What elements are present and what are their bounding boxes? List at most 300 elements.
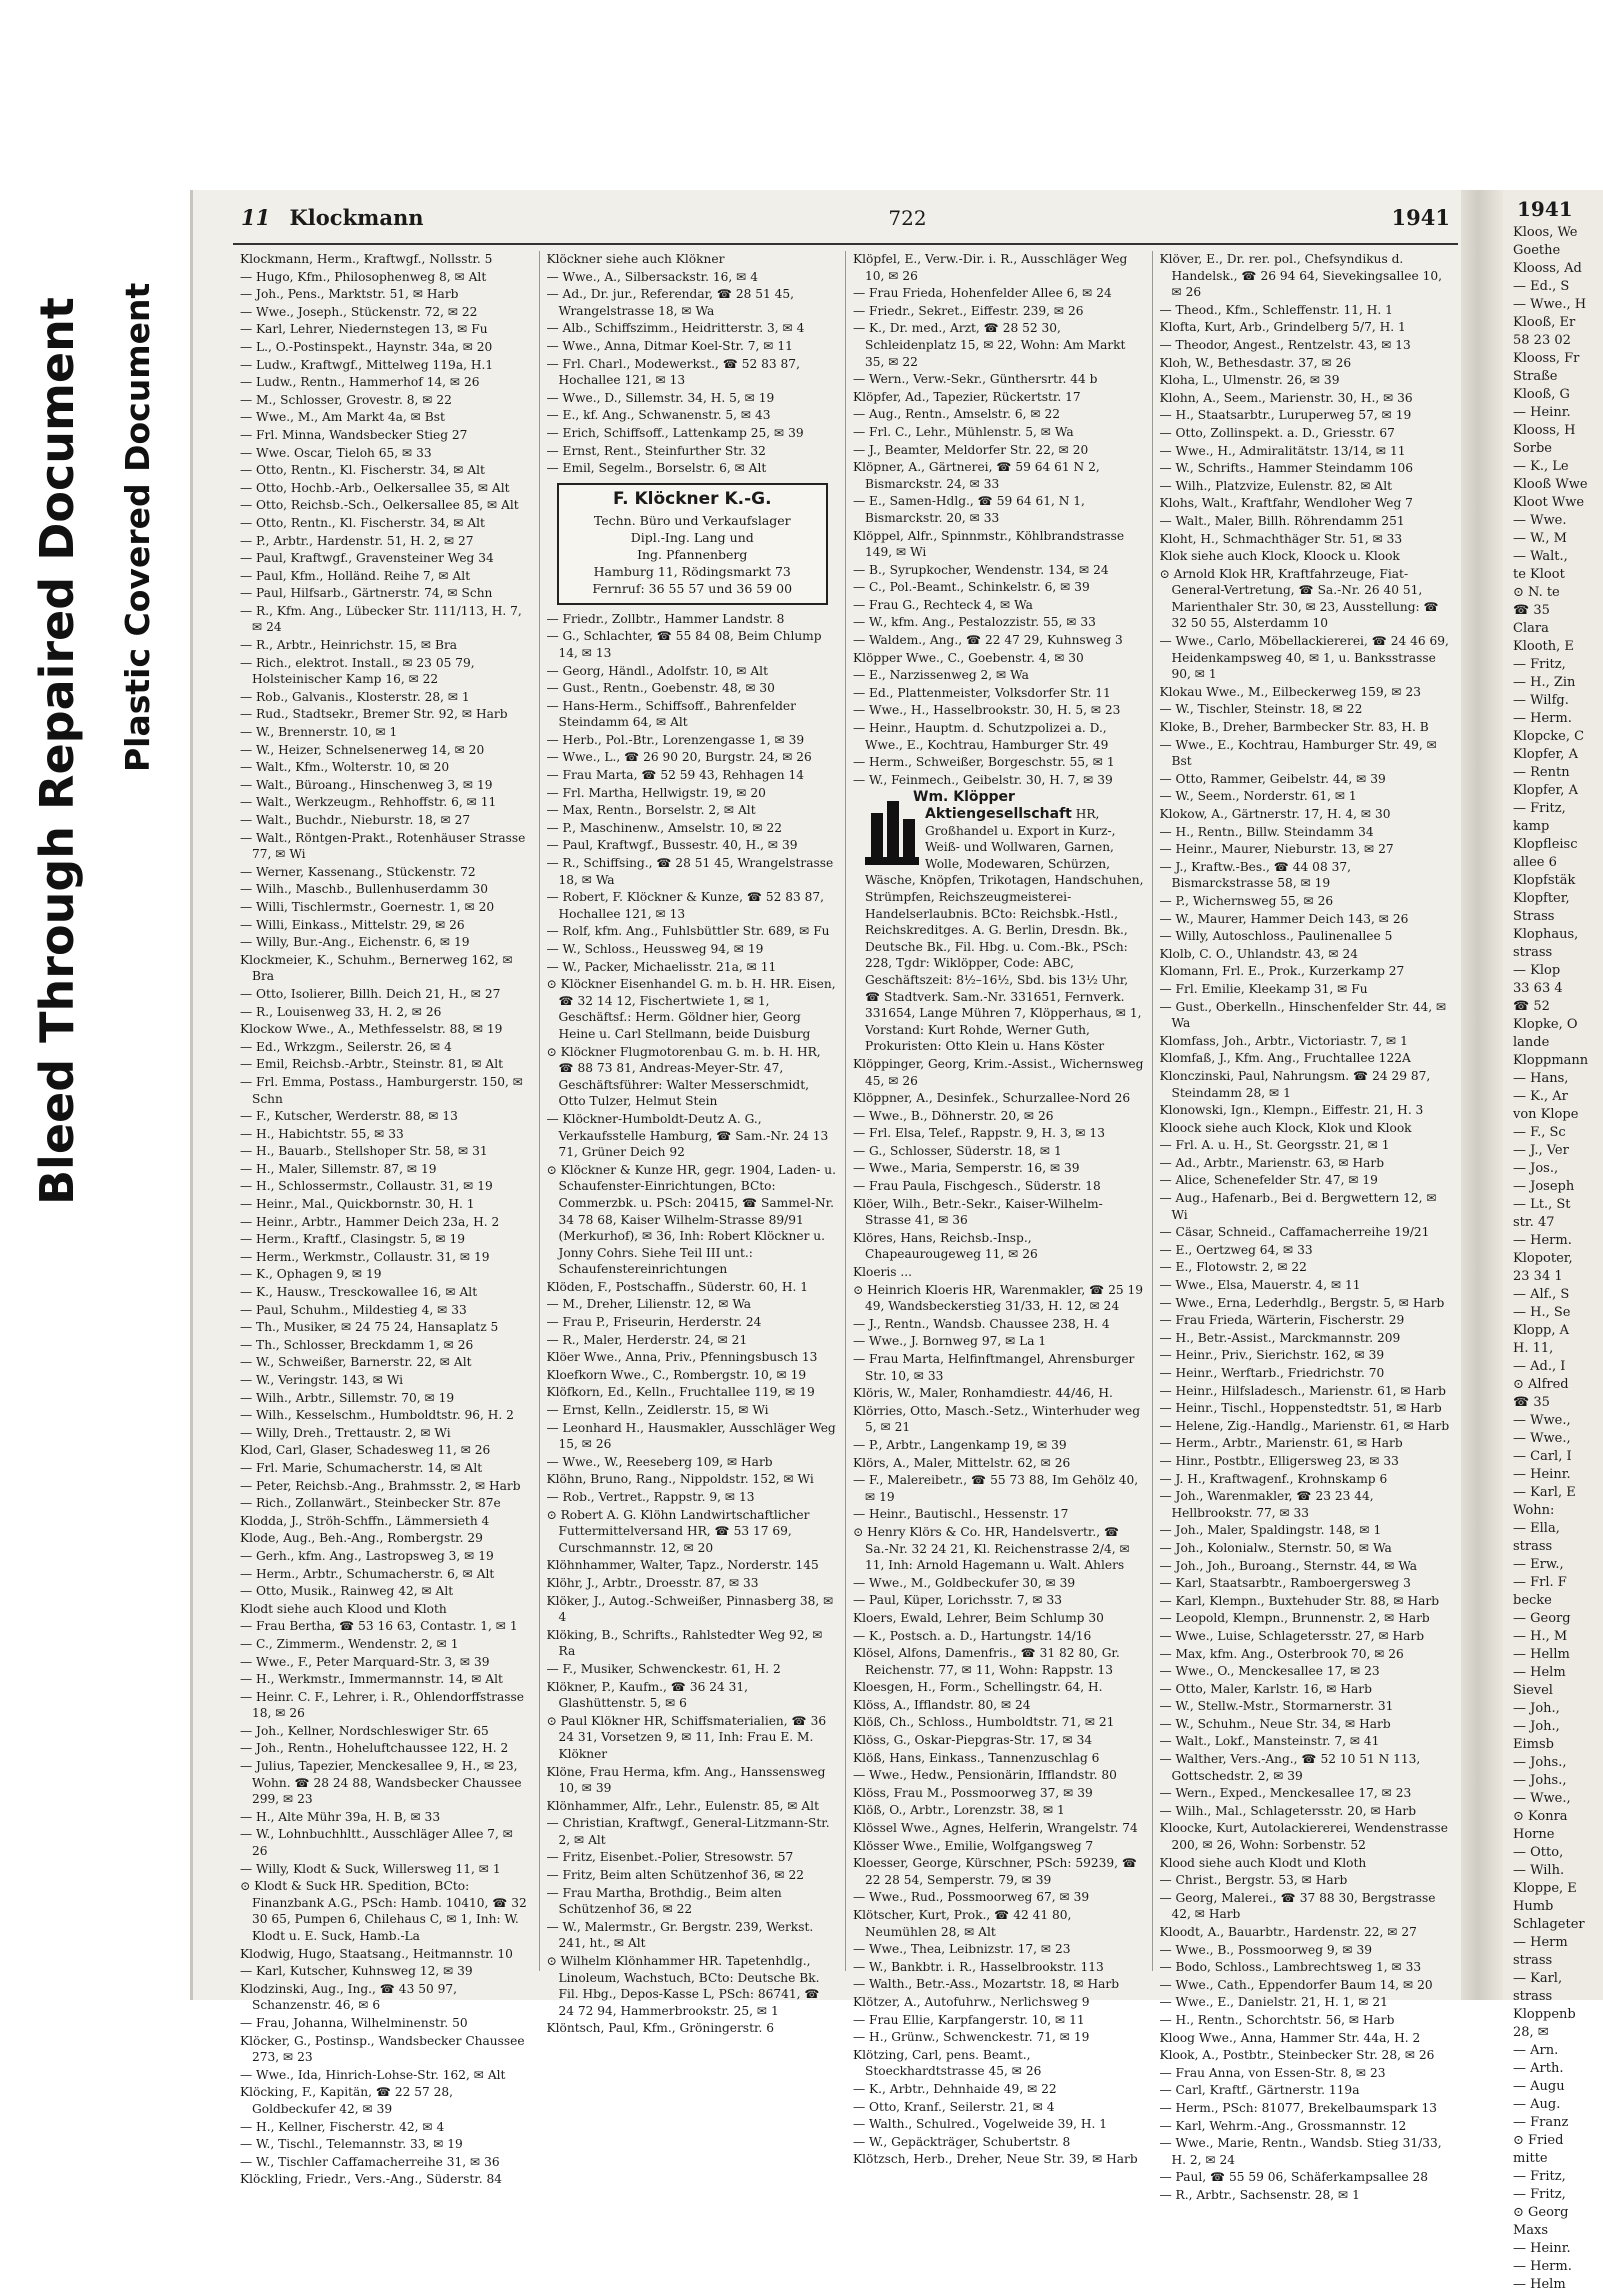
- directory-entry: — G., Schlachter, ☎ 55 84 08, Beim Chlump 14, ✉ 13: [546, 629, 822, 660]
- directory-entry: — Willy, Autoschloss., Paulinenallee 5: [1159, 929, 1393, 944]
- directory-entry: Klockmeier, K., Schuhm., Bernerweg 162, ✉ Bra: [240, 952, 513, 984]
- directory-entry: Kloha, L., Ulmenstr. 26, ✉ 39: [1159, 373, 1340, 388]
- next-page-line: — Fritz,: [1513, 801, 1566, 816]
- directory-entry: — Wwe., Cath., Eppendorfer Baum 14, ✉ 20: [1159, 1977, 1433, 1992]
- next-page-line: Klooth, E: [1513, 639, 1574, 654]
- next-page-line: — Klop: [1513, 963, 1561, 978]
- directory-entry: — Wern., Exped., Menckesallee 17, ✉ 23: [1159, 1786, 1412, 1801]
- directory-entry: — Willy, Bur.-Ang., Eichenstr. 6, ✉ 19: [240, 935, 470, 950]
- directory-entry: — Theodor, Angest., Rentzelstr. 43, ✉ 13: [1159, 337, 1411, 352]
- next-page-line: — Wilfg.: [1513, 693, 1569, 708]
- directory-entry: — Willi, Tischlermstr., Goernestr. 1, ✉ 20: [240, 899, 495, 914]
- next-page-line: Klooß Wwe: [1513, 477, 1588, 492]
- directory-entry: Klöden, F., Postschaffn., Süderstr. 60, H. 1: [546, 1279, 808, 1294]
- directory-entry: Klohs, Walt., Kraftfahr, Wendloher Weg 7: [1159, 496, 1413, 511]
- directory-entry: Klomann, Frl. E., Prok., Kurzerkamp 27: [1159, 964, 1405, 979]
- directory-entry: — Cäsar, Schneid., Caffamacherreihe 19/21: [1159, 1225, 1430, 1240]
- directory-entry: — Frl. C., Lehr., Mühlenstr. 5, ✉ Wa: [853, 424, 1074, 439]
- klockner-kg-advert-line: Fernruf: 36 55 57 und 36 59 00: [592, 580, 793, 596]
- directory-entry: — P., Wichernsweg 55, ✉ 26: [1159, 893, 1334, 908]
- next-page-line: Clara: [1513, 621, 1549, 636]
- directory-entry: — Gerh., kfm. Ang., Lastropsweg 3, ✉ 19: [240, 1548, 494, 1563]
- directory-entry: — Otto, Musik., Rainweg 42, ✉ Alt: [240, 1584, 454, 1599]
- directory-entry: — J., Rentn., Wandsb. Chaussee 238, H. 4: [853, 1316, 1110, 1331]
- next-page-line: — Ad., I: [1513, 1359, 1566, 1374]
- directory-entry: — Heinr., Hauptm. d. Schutzpolizei a. D., Wwe., E., Kochtrau, Hamburger Str. 49: [853, 721, 1109, 752]
- directory-entry: — W., Malermstr., Gr. Bergstr. 239, Werkst. 241, ht., ✉ Alt: [546, 1919, 814, 1951]
- directory-entry: — Wwe., Maria, Semperstr. 16, ✉ 39: [853, 1161, 1080, 1176]
- directory-entry: — W., Schweißer, Barnerstr. 22, ✉ Alt: [240, 1355, 472, 1370]
- next-page-line: — Alf., S: [1513, 1287, 1570, 1302]
- directory-entry: — Otto, Zollinspekt. a. D., Griesstr. 67: [1159, 425, 1395, 440]
- next-page-line: — Wwe.,: [1513, 1413, 1571, 1428]
- directory-entry: — Otto, Maler, Karlstr. 16, ✉ Harb: [1159, 1681, 1372, 1696]
- directory-entry: Kloock siehe auch Klock, Klok und Klook: [1159, 1120, 1412, 1135]
- next-page-line: strass: [1513, 1989, 1553, 2004]
- klopper-logo-icon: [865, 793, 919, 867]
- directory-entry: Klöckling, Friedr., Vers.-Ang., Süderstr. 84: [240, 2172, 503, 2187]
- directory-entry: — Heinr., Arbtr., Hammer Deich 23a, H. 2: [240, 1214, 500, 1229]
- directory-entry: Klode, Aug., Beh.-Ang., Rombergstr. 29: [240, 1531, 483, 1546]
- directory-entry: — P., Maschinenw., Amselstr. 10, ✉ 22: [546, 820, 782, 835]
- next-page-line: — Franz: [1513, 2115, 1569, 2130]
- directory-entry: Klöris, W., Maler, Ronhamdiestr. 44/46, H.: [853, 1386, 1113, 1401]
- next-page-line: — Wilh.: [1513, 1863, 1565, 1878]
- directory-entry: — Bodo, Schloss., Lambrechtsweg 1, ✉ 33: [1159, 1960, 1422, 1975]
- directory-entry: — Frl. Marie, Schumacherstr. 14, ✉ Alt: [240, 1460, 483, 1475]
- directory-entry: ⊙ Heinrich Kloeris HR, Warenmakler, ☎ 25 19 49, Wandsbeckerstieg 31/33, H. 12, ✉ 24: [853, 1282, 1144, 1314]
- directory-entry: Klomfass, Joh., Arbtr., Victoriastr. 7, ✉ 1: [1159, 1033, 1408, 1048]
- directory-entry: — B., Syrupkocher, Wendenstr. 134, ✉ 24: [853, 562, 1109, 577]
- next-page-line: — Wwe.,: [1513, 1791, 1571, 1806]
- directory-entry: ⊙ Arnold Klok HR, Kraftfahrzeuge, Fiat-General-Vertretung, ☎ Sa.-Nr. 26 40 51, Marienthaler Str. 30, ✉ 23, Ausstellung: ☎ 32 50 55, Alsterdamm 10: [1159, 566, 1439, 631]
- next-page-line: — Georg: [1513, 1611, 1571, 1626]
- directory-entry: — Wwe., Marie, Rentn., Wandsb. Stieg 31/33, H. 2, ✉ 24: [1159, 2136, 1442, 2167]
- directory-entry: Klomfaß, J., Kfm. Ang., Fruchtallee 122A: [1159, 1051, 1411, 1066]
- directory-entry: — K., Ophagen 9, ✉ 19: [240, 1267, 382, 1282]
- directory-entry: ⊙ Henry Klörs & Co. HR, Handelsvertr., ☎ Sa.-Nr. 32 24 21, Kl. Reichenstrasse 2/4, ✉ 11, Inh: Arnold Hagemann u. Walt. Ahlers: [853, 1524, 1130, 1573]
- directory-entry: Klokow, A., Gärtnerstr. 17, H. 4, ✉ 30: [1159, 807, 1391, 821]
- column-3-entries-bottom: [853, 1056, 1145, 2168]
- directory-entry: Klöckner siehe auch Klökner: [546, 252, 725, 266]
- next-page-line: Sorbe: [1513, 441, 1552, 456]
- klockner-kg-advert-title: F. Klöckner K.-G.: [612, 488, 772, 509]
- next-page-line: 33 63 4: [1513, 981, 1563, 996]
- directory-entry: — H., Betr.-Assist., Marckmannstr. 209: [1159, 1330, 1401, 1345]
- directory-entry: Klöres, Hans, Reichsb.-Insp., Chapeaurougeweg 11, ✉ 26: [853, 1230, 1038, 1262]
- directory-entry: — Ed., Plattenmeister, Volksdorfer Str. 11: [853, 685, 1111, 700]
- directory-entry: — E., Samen-Hdlg., ☎ 59 64 61, N 1, Bismarckstr. 20, ✉ 33: [853, 494, 1085, 525]
- directory-entry: Klockmann, Herm., Kraftwgf., Nollsstr. 5: [240, 252, 493, 266]
- directory-entry: — E., kf. Ang., Schwanenstr. 5, ✉ 43: [546, 408, 771, 423]
- directory-entry: — Th., Schlosser, Breckdamm 1, ✉ 26: [240, 1337, 474, 1352]
- directory-entry: Klolb, C. O., Uhlandstr. 43, ✉ 24: [1159, 946, 1358, 961]
- klockner-kg-advert: [557, 483, 829, 605]
- directory-entry: — Walt., Lokf., Mansteinstr. 7, ✉ 41: [1159, 1734, 1380, 1749]
- directory-entry: — Wwe., Rud., Possmoorweg 67, ✉ 39: [853, 1890, 1090, 1905]
- klopper-advert-text: HR, Großhandel u. Export in Kurz-, Weiß- und Wollwaren, Garnen, Wolle, Modewaren, Schürzen, Wäsche, Knöpfen, Trikotagen, Handschuhen, Strümpfen, Reichszeugmeisterei-Handelserlaubnis. BCto: Reichsbk.-Hstl., Reichskreditges. A. G. Berlin, Dresdn. Bk., Deutsche Bk., Fil. Hbg. u. Com.-Bk., PSch: 228, Tgdr: Wiklöpper, Code: ABC, Geschäftszeit: 8½–16½, Sbd. bis 13½ Uhr, ☎ Stadtverk. Sam.-Nr. 331651, Fernverk. 331654, Lange Mühren 7, Klöpperhaus, ✉ 1, Vorstand: Kurt Rohde, Werner Guth, Prokuristen: Otto Klein u. Hans Köster: [865, 807, 1144, 1054]
- directory-entry: Kloefkorn Wwe., C., Rombergstr. 10, ✉ 19: [546, 1367, 807, 1382]
- next-page-line: Wohn:: [1513, 1503, 1555, 1518]
- directory-entry: Klöss, G., Oskar-Piepgras-Str. 17, ✉ 34: [853, 1733, 1093, 1748]
- directory-entry: — Wwe., W., Reeseberg 109, ✉ Harb: [546, 1454, 773, 1469]
- directory-entry: — Gust., Oberkelln., Hinschenfelder Str. 44, ✉ Wa: [1159, 999, 1447, 1031]
- directory-entry: — W., Schuhm., Neue Str. 34, ✉ Harb: [1159, 1716, 1391, 1731]
- klopper-advert: [853, 789, 1145, 1055]
- directory-entry: — Paul, Küper, Lorichsstr. 7, ✉ 33: [853, 1593, 1062, 1608]
- next-page-line: Klopfer, A: [1513, 747, 1578, 762]
- directory-entry: Klötzing, Carl, pens. Beamt., Stoeckhardtstrasse 45, ✉ 26: [853, 2047, 1042, 2079]
- directory-entry: — Wwe. Oscar, Tieloh 65, ✉ 33: [240, 445, 432, 460]
- directory-entry: — Erich, Schiffsoff., Lattenkamp 25, ✉ 39: [546, 425, 804, 440]
- directory-entry: — Heinr., Werftarb., Friedrichstr. 70: [1159, 1366, 1385, 1380]
- directory-entry: — Joh., Warenmakler, ☎ 23 23 44, Hellbrookstr. 77, ✉ 33: [1159, 1489, 1374, 1520]
- directory-entry: Klokau Wwe., M., Eilbeckerweg 159, ✉ 23: [1159, 684, 1421, 699]
- directory-entry: — Karl, Lehrer, Niedernstegen 13, ✉ Fu: [240, 322, 488, 337]
- directory-entry: — Carl, Kraftf., Gärtnerstr. 119a: [1159, 2083, 1360, 2098]
- directory-entry: — Wwe., Thea, Leibnizstr. 17, ✉ 23: [853, 1942, 1071, 1957]
- directory-entry: Klonczinski, Paul, Nahrungsm. ☎ 24 29 87, Steindamm 28, ✉ 1: [1159, 1068, 1431, 1100]
- directory-entry: — K., Arbtr., Dehnhaide 49, ✉ 22: [853, 2081, 1057, 2096]
- directory-entry: — E., Narzissenweg 2, ✉ Wa: [853, 668, 1029, 683]
- next-page-line: 28, ✉: [1513, 2025, 1549, 2040]
- next-page-line: — Wwe., H: [1513, 297, 1587, 312]
- next-page-line: Klooss, H: [1513, 423, 1576, 438]
- directory-entry: — W., Tischler Caffamacherreihe 31, ✉ 36: [240, 2154, 500, 2169]
- directory-entry: Kloodt, A., Bauarbtr., Hardenstr. 22, ✉ 27: [1159, 1925, 1417, 1939]
- next-page-line: H. 11,: [1513, 1341, 1554, 1356]
- directory-entry: — P., Arbtr., Langenkamp 19, ✉ 39: [853, 1437, 1067, 1452]
- directory-entry: — Walt., Büroang., Hinschenweg 3, ✉ 19: [240, 777, 493, 792]
- directory-entry: — F., Kutscher, Werderstr. 88, ✉ 13: [240, 1109, 458, 1124]
- directory-entry: — Rud., Stadtsekr., Bremer Str. 92, ✉ Harb: [240, 707, 508, 722]
- next-page-line: von Klope: [1513, 1107, 1579, 1122]
- directory-entry: — Walt., Röntgen-Prakt., Rotenhäuser Strasse 77, ✉ Wi: [240, 830, 526, 862]
- directory-entry: — Herb., Pol.-Btr., Lorenzengasse 1, ✉ 39: [546, 732, 805, 747]
- directory-entry: Klöcking, F., Kapitän, ☎ 22 57 28, Goldbeckufer 42, ✉ 39: [240, 2085, 454, 2116]
- directory-entry: — R., Arbtr., Heinrichstr. 15, ✉ Bra: [240, 638, 458, 653]
- directory-entry: — H., Habichtstr. 55, ✉ 33: [240, 1126, 404, 1141]
- directory-entry: Klodda, J., Ströh-Schffn., Lämmersieth 4: [240, 1513, 490, 1528]
- next-page-line: — Lt., St: [1513, 1197, 1571, 1212]
- section-heading: [241, 205, 423, 230]
- directory-entry: — Wern., Verw.-Sekr., Günthersrtr. 44 b: [853, 372, 1098, 387]
- directory-entry: Klötscher, Kurt, Prok., ☎ 42 41 80, Neumühlen 28, ✉ Alt: [853, 1908, 1072, 1939]
- next-page-line: ⊙ Georg: [1513, 2205, 1569, 2220]
- directory-entry: — Walt., Maler, Billh. Röhrendamm 251: [1159, 513, 1405, 528]
- directory-entry: — W., Schloss., Heussweg 94, ✉ 19: [546, 942, 764, 956]
- directory-entry: — Helene, Zig.-Handlg., Marienstr. 61, ✉ Harb: [1159, 1418, 1450, 1433]
- directory-entry: — R., Maler, Herderstr. 24, ✉ 21: [546, 1332, 748, 1347]
- next-page-line: — J., Ver: [1513, 1143, 1569, 1158]
- directory-entry: — Waldem., Ang., ☎ 22 47 29, Kuhnsweg 3: [853, 633, 1123, 648]
- directory-entry: — Ad., Arbtr., Marienstr. 63, ✉ Harb: [1159, 1155, 1385, 1170]
- directory-entry: — Wwe., M., Goldbeckufer 30, ✉ 39: [853, 1575, 1076, 1590]
- directory-entry: ⊙ Paul Klökner HR, Schiffsmaterialien, ☎ 36 24 31, Vorsetzen 9, ✉ 11, Inh: Frau E. M. Klökner: [546, 1713, 827, 1761]
- directory-entry: Klöpner, A., Gärtnerei, ☎ 59 64 61 N 2, Bismarckstr. 24, ✉ 33: [853, 460, 1100, 491]
- directory-entry: Klöppel, Alfr., Spinnmstr., Köhlbrandstrasse 149, ✉ Wi: [853, 528, 1125, 560]
- directory-entry: — Wilh., Platzvize, Eulenstr. 82, ✉ Alt: [1159, 478, 1393, 493]
- directory-entry: — Joh., Rentn., Hoheluftchaussee 122, H. 2: [240, 1741, 509, 1756]
- directory-entry: — J. H., Kraftwagenf., Krohnskamp 6: [1159, 1471, 1388, 1486]
- directory-entry: — Wwe., E., Kochtrau, Hamburger Str. 49, ✉ Bst: [1159, 737, 1437, 769]
- directory-entry: — W., Bankbtr. i. R., Hasselbrookstr. 113: [853, 1959, 1104, 1974]
- directory-entry: — E., Flotowstr. 2, ✉ 22: [1159, 1260, 1307, 1275]
- column-4: [1153, 251, 1459, 2202]
- directory-entry: — Frl. A. u. H., St. Georgsstr. 21, ✉ 1: [1159, 1138, 1390, 1153]
- next-page-line: — Jos.,: [1513, 1161, 1559, 1176]
- directory-entry: — J., Kraftw.-Bes., ☎ 44 08 37, Bismarckstrasse 58, ✉ 19: [1159, 859, 1351, 891]
- directory-entry: Klofta, Kurt, Arb., Grindelberg 5/7, H. 1: [1159, 320, 1406, 335]
- next-page-line: — Rentn: [1513, 765, 1570, 780]
- directory-entry: — Friedr., Zollbtr., Hammer Landstr. 8: [546, 611, 785, 626]
- directory-entry: — Wwe., D., Sillemstr. 34, H. 5, ✉ 19: [546, 390, 775, 405]
- next-page-line: strass: [1513, 1953, 1553, 1968]
- directory-entry: Kloh, W., Bethesdastr. 37, ✉ 26: [1159, 355, 1352, 370]
- directory-entry: — Willy, Dreh., Trettaustr. 2, ✉ Wi: [240, 1425, 451, 1440]
- directory-entry: — Karl, Staatsarbtr., Ramboergersweg 3: [1159, 1576, 1411, 1591]
- directory-entry: — Wwe., H., Admiralitätstr. 13/14, ✉ 11: [1159, 443, 1406, 458]
- next-page-line: — Fritz,: [1513, 657, 1566, 672]
- directory-entry: Klösser Wwe., Emilie, Wolfgangsweg 7: [853, 1838, 1094, 1853]
- directory-entry: — Joh., Kellner, Nordschleswiger Str. 65: [240, 1723, 489, 1738]
- next-page-line: — Walt.,: [1513, 549, 1568, 564]
- next-page-line: — K., Ar: [1513, 1089, 1568, 1104]
- next-page-line: — Erw.,: [1513, 1557, 1564, 1572]
- directory-entry: — Rich., Zollanwärt., Steinbecker Str. 87e: [240, 1496, 501, 1511]
- directory-entry: Klöss, A., Ifflandstr. 80, ✉ 24: [853, 1697, 1031, 1712]
- next-page-line: mitte: [1513, 2151, 1548, 2166]
- next-page-line: 23 34 1: [1513, 1269, 1563, 1284]
- directory-entry: — W., Seem., Norderstr. 61, ✉ 1: [1159, 789, 1357, 804]
- directory-entry: — Frau Martha, Brothdig., Beim alten Schützenhof 36, ✉ 22: [546, 1885, 782, 1917]
- next-page-line: Klopcke, C: [1513, 729, 1585, 744]
- directory-entry: — Otto, Hochb.-Arb., Oelkersallee 35, ✉ Alt: [240, 480, 510, 495]
- directory-entry: Klood siehe auch Klodt und Kloth: [1159, 1855, 1367, 1870]
- next-page-line: Kloppenb: [1513, 2007, 1576, 2022]
- directory-entry: — Hugo, Kfm., Philosophenweg 8, ✉ Alt: [240, 269, 487, 284]
- next-page-line: Goethe: [1513, 243, 1561, 258]
- directory-entry: Klöfkorn, Ed., Kelln., Fruchtallee 119, ✉ 19: [546, 1385, 815, 1400]
- directory-entry: — Alice, Schenefelder Str. 47, ✉ 19: [1159, 1173, 1378, 1188]
- directory-entry: — R., Arbtr., Sachsenstr. 28, ✉ 1: [1159, 2187, 1360, 2202]
- next-page-line: Kloppe, E: [1513, 1881, 1577, 1896]
- directory-entry: — Werner, Kassenang., Stückenstr. 72: [240, 864, 476, 879]
- directory-entry: — Frl. Elsa, Telef., Rappstr. 9, H. 3, ✉ 13: [853, 1126, 1105, 1141]
- next-page-line: — Aug.: [1513, 2097, 1561, 2112]
- directory-entry: ⊙ Wilhelm Klönhammer HR. Tapetenhdlg., Linoleum, Wachstuch, BCto: Deutsche Bk. Fil. Hbg., Depos-Kasse L, PSch: 86741, ☎ 24 72 94, Hammerbrookstr. 25, ✉ 1: [546, 1954, 820, 2018]
- directory-entry: Klörries, Otto, Masch.-Setz., Winterhuder weg 5, ✉ 21: [853, 1403, 1141, 1435]
- directory-entry: Kloke, B., Dreher, Barmbecker Str. 83, H. B: [1159, 720, 1429, 735]
- next-page-line: lande: [1513, 1035, 1550, 1050]
- plastic-covered-label: Plastic Covered Document: [118, 282, 157, 772]
- directory-entry: — Heinr., Maurer, Nieburstr. 13, ✉ 27: [1159, 842, 1394, 857]
- directory-entry: — Hinr., Postbtr., Elligersweg 23, ✉ 33: [1159, 1453, 1399, 1468]
- next-page-line: — Johs.,: [1513, 1773, 1567, 1788]
- directory-entry: Klodzinski, Aug., Ing., ☎ 43 50 97, Schanzenstr. 46, ✉ 6: [240, 1981, 457, 2013]
- directory-entry: — Max, kfm. Ang., Osterbrook 70, ✉ 26: [1159, 1646, 1404, 1661]
- directory-entry: Klockow Wwe., A., Methfesselstr. 88, ✉ 19: [240, 1022, 503, 1037]
- next-page-line: — Heinr.: [1513, 405, 1571, 420]
- directory-entry: Kloht, H., Schmachthäger Str. 51, ✉ 33: [1159, 531, 1403, 546]
- next-page-line: Klopp, A: [1513, 1323, 1569, 1338]
- directory-entry: — Wwe., Elsa, Mauerstr. 4, ✉ 11: [1159, 1278, 1361, 1293]
- directory-entry: — K., Hausw., Tresckowallee 16, ✉ Alt: [240, 1285, 478, 1300]
- directory-entry: — Frau Frieda, Hohenfelder Allee 6, ✉ 24: [853, 286, 1112, 301]
- directory-entry: — Leonhard H., Hausmakler, Ausschläger Weg 15, ✉ 26: [546, 1420, 836, 1452]
- directory-entry: — Leopold, Klempn., Brunnenstr. 2, ✉ Harb: [1159, 1611, 1430, 1626]
- next-page-line: Klopoter,: [1513, 1251, 1573, 1266]
- next-page-line: — Herm.: [1513, 1233, 1572, 1248]
- directory-entry: Klöß, Ch., Schloss., Humboldtstr. 71, ✉ 21: [853, 1715, 1115, 1730]
- next-page-line: Kloppmann: [1513, 1053, 1589, 1068]
- directory-entry: — R., Kfm. Ang., Lübecker Str. 111/113, H. 7, ✉ 24: [240, 603, 522, 635]
- directory-entry: Klöpfel, E., Verw.-Dir. i. R., Ausschläger Weg 10, ✉ 26: [853, 252, 1128, 283]
- next-page-line: te Kloot: [1513, 567, 1565, 582]
- directory-entry: — Rolf, kfm. Ang., Fuhlsbüttler Str. 689, ✉ Fu: [546, 924, 830, 939]
- directory-entry: — Emil, Segelm., Borselstr. 6, ✉ Alt: [546, 461, 767, 476]
- directory-entry: — H., Grünw., Schwenckestr. 71, ✉ 19: [853, 2030, 1090, 2045]
- klopper-advert-title: Wm. Klöpper Aktiengesellschaft: [913, 789, 1072, 822]
- directory-entry: — Wilh., Arbtr., Sillemstr. 70, ✉ 19: [240, 1390, 455, 1405]
- directory-entry: — Ed., Wrkzgm., Seilerstr. 26, ✉ 4: [240, 1039, 452, 1054]
- directory-entry: Klöhr, J., Arbtr., Droesstr. 87, ✉ 33: [546, 1575, 759, 1590]
- directory-entry: — Klöckner-Humboldt-Deutz A. G., Verkaufsstelle Hamburg, ☎ Sam.-Nr. 24 13 71, Grüner Deich 92: [546, 1111, 829, 1160]
- directory-entry: — W., kfm. Ang., Pestalozzistr. 55, ✉ 33: [853, 615, 1096, 630]
- directory-entry: — R., Schiffsing., ☎ 28 51 45, Wrangelstrasse 18, ✉ Wa: [546, 856, 834, 887]
- directory-entry: — Frl. Charl., Modewerkst., ☎ 52 83 87, Hochallee 121, ✉ 13: [546, 356, 800, 388]
- directory-entry: — H., Staatsarbtr., Luruperweg 57, ✉ 19: [1159, 408, 1412, 423]
- directory-entry: Klöne, Frau Herma, kfm. Ang., Hanssensweg 10, ✉ 39: [546, 1764, 826, 1796]
- directory-entry: — C., Zimmerm., Wendenstr. 2, ✉ 1: [240, 1636, 459, 1651]
- directory-entry: ⊙ Klöckner Flugmotorenbau G. m. b. H. HR, ☎ 88 73 81, Andreas-Meyer-Str. 47, Geschäftsführer: Walter Messerschmidt, Otto Tulzer, Helmut Stein: [546, 1044, 821, 1109]
- klockner-kg-advert-line: Dipl.-Ing. Lang und: [630, 529, 754, 545]
- directory-entry: — W., Tischler, Steinstr. 18, ✉ 22: [1159, 702, 1363, 717]
- directory-entry: Kloeris ...: [853, 1265, 913, 1280]
- next-page-line: — Frl. F: [1513, 1575, 1567, 1590]
- directory-entry: — R., Louisenweg 33, H. 2, ✉ 26: [240, 1004, 442, 1019]
- directory-entry: — Julius, Tapezier, Menckesallee 9, H., ✉ 23, Wohn. ☎ 28 24 88, Wandsbecker Chaussee 299, ✉ 23: [240, 1759, 522, 1807]
- directory-entry: — C., Pol.-Beamt., Schinkelstr. 6, ✉ 39: [853, 580, 1090, 595]
- directory-entry: — Peter, Reichsb.-Ang., Brahmsstr. 2, ✉ Harb: [240, 1478, 521, 1493]
- directory-entry: — Frau Marta, Helfinftmangel, Ahrensburger Str. 10, ✉ 33: [853, 1352, 1135, 1383]
- next-page-line: — Karl, E: [1513, 1485, 1576, 1500]
- directory-entry: — Walt., Kfm., Wolterstr. 10, ✉ 20: [240, 760, 450, 775]
- directory-entry: — Joh., Joh., Buroang., Sternstr. 44, ✉ Wa: [1159, 1558, 1418, 1573]
- directory-entry: — Otto, Reichsb.-Sch., Oelkersallee 85, ✉ Alt: [240, 498, 519, 513]
- directory-entry: Klössel Wwe., Agnes, Helferin, Wrangelstr. 74: [853, 1821, 1138, 1836]
- directory-entry: — L., O.-Postinspekt., Haynstr. 34a, ✉ 20: [240, 339, 493, 354]
- next-page-line: ⊙ Fried: [1513, 2133, 1564, 2148]
- next-page-line: — Herm.: [1513, 711, 1572, 726]
- next-page-line: — Helm: [1513, 2277, 1566, 2292]
- directory-entry: — Frl. Martha, Hellwigstr. 19, ✉ 20: [546, 785, 766, 800]
- directory-entry: — Ernst, Rent., Steinfurther Str. 32: [546, 443, 766, 458]
- directory-entry: Kloesser, George, Kürschner, PSch: 59239, ☎ 22 28 54, Semperstr. 79, ✉ 39: [853, 1856, 1138, 1887]
- directory-entry: — Frau P., Friseurin, Herderstr. 24: [546, 1315, 762, 1330]
- next-page-line: Klooss, Fr: [1513, 351, 1580, 366]
- directory-entry: — W., Maurer, Hammer Deich 143, ✉ 26: [1159, 911, 1409, 926]
- next-page-line: — Arn.: [1513, 2043, 1559, 2058]
- next-page-line: — Arth.: [1513, 2061, 1564, 2076]
- next-page-line: Kloot Wwe: [1513, 495, 1585, 510]
- column-3: [846, 251, 1153, 2167]
- directory-entry: — Paul, Kfm., Holländ. Reihe 7, ✉ Alt: [240, 568, 471, 583]
- next-page-line: — Joh.,: [1513, 1701, 1560, 1716]
- directory-entry: — Max, Rentn., Borselstr. 2, ✉ Alt: [546, 803, 756, 818]
- directory-entry: Klöss, Frau M., Possmoorweg 37, ✉ 39: [853, 1785, 1093, 1800]
- directory-entry: — Wwe., M., Am Markt 4a, ✉ Bst: [240, 410, 445, 425]
- scanned-page: [190, 190, 1603, 2292]
- directory-entry: — Frau Marta, ☎ 52 59 43, Rehhagen 14: [546, 768, 804, 783]
- directory-entry: — M., Schlosser, Grovestr. 8, ✉ 22: [240, 392, 452, 407]
- directory-entry: — W., Feinmech., Geibelstr. 30, H. 7, ✉ 39: [853, 772, 1113, 787]
- page-year: 1941: [1391, 205, 1450, 230]
- directory-entry: — W., Brennerstr. 10, ✉ 1: [240, 725, 398, 740]
- directory-entry: — Wwe., E., Danielstr. 21, H. 1, ✉ 21: [1159, 1995, 1388, 2010]
- directory-entry: — F., Musiker, Schwenckestr. 61, H. 2: [546, 1661, 781, 1676]
- next-page-line: strass: [1513, 945, 1553, 960]
- next-page-line: — H., M: [1513, 1629, 1568, 1644]
- directory-entry: — Walth., Betr.-Ass., Mozartstr. 18, ✉ Harb: [853, 1977, 1120, 1992]
- next-page-line: Klopfer, A: [1513, 783, 1578, 798]
- directory-entry: — Alb., Schiffszimm., Heidritterstr. 3, ✉ 4: [546, 321, 805, 336]
- directory-entry: — Otto, Rammer, Geibelstr. 44, ✉ 39: [1159, 771, 1386, 786]
- directory-entry: — Walth., Schulred., Vogelweide 39, H. 1: [853, 2117, 1108, 2132]
- directory-entry: Kloers, Ewald, Lehrer, Beim Schlump 30: [853, 1610, 1104, 1625]
- directory-entry: — Wwe., Carlo, Möbellackiererei, ☎ 24 46 69, Heidenkampsweg 40, ✉ 1, u. Banksstrasse 90, ✉ 1: [1159, 634, 1449, 682]
- directory-entry: Klöpper Wwe., C., Goebenstr. 4, ✉ 30: [853, 650, 1084, 665]
- next-page-line: Eimsb: [1513, 1737, 1554, 1752]
- next-page-line: Horne: [1513, 1827, 1555, 1842]
- directory-entry: — Willi, Einkass., Mittelstr. 29, ✉ 26: [240, 917, 465, 932]
- directory-entry: Klöntsch, Paul, Kfm., Gröningerstr. 6: [546, 2021, 774, 2036]
- directory-entry: ⊙ Klöckner Eisenhandel G. m. b. H. HR. Eisen, ☎ 32 14 12, Fischertwiete 1, ✉ 1, Geschäftsf.: Herm. Göldner hier, Georg Heine u. Carl Stellmann, beide Duisburg: [546, 977, 836, 1041]
- next-page-line: allee 6: [1513, 855, 1557, 870]
- directory-entry: — Herm., Arbtr., Schumacherstr. 6, ✉ Alt: [240, 1566, 495, 1581]
- directory-entry: — Wwe., Joseph., Stückenstr. 72, ✉ 22: [240, 304, 478, 319]
- directory-entry: — P., Arbtr., Hardenstr. 51, H. 2, ✉ 27: [240, 533, 474, 548]
- directory-entry: — Gust., Rentn., Goebenstr. 48, ✉ 30: [546, 681, 775, 696]
- directory-entry: — Karl, Klempn., Buxtehuder Str. 88, ✉ Harb: [1159, 1593, 1439, 1608]
- directory-entry: — W., Packer, Michaelisstr. 21a, ✉ 11: [546, 959, 777, 974]
- next-page-line: ☎ 35: [1513, 1395, 1550, 1410]
- directory-entry: — H., Maler, Sillemstr. 87, ✉ 19: [240, 1161, 437, 1176]
- directory-entry: — Wilh., Kesselschm., Humboldtstr. 96, H. 2: [240, 1408, 514, 1423]
- next-page-line: Klophaus,: [1513, 927, 1579, 942]
- directory-entry: — K., Dr. med., Arzt, ☎ 28 52 30, Schleidenplatz 15, ✉ 22, Wohn: Am Markt 35, ✉ 22: [853, 321, 1126, 369]
- next-page-line: Strass: [1513, 909, 1555, 924]
- next-page-line: Humb: [1513, 1899, 1554, 1914]
- next-page-line: — Wwe.,: [1513, 1431, 1571, 1446]
- directory-entry: Klodwig, Hugo, Staatsang., Heitmannstr. 10: [240, 1946, 513, 1961]
- column-2: [540, 251, 847, 2036]
- directory-entry: Klökner, P., Kaufm., ☎ 36 24 31, Glashüttenstr. 5, ✉ 6: [546, 1679, 748, 1711]
- directory-entry: — Paul, Hilfsarb., Gärtnerstr. 74, ✉ Schn: [240, 586, 493, 601]
- directory-entry: — Wwe., A., Silbersackstr. 16, ✉ 4: [546, 269, 758, 284]
- directory-entry: — Frau G., Rechteck 4, ✉ Wa: [853, 597, 1033, 612]
- directory-entry: — Heinr., Tischl., Hoppenstedtstr. 51, ✉ Harb: [1159, 1401, 1442, 1416]
- directory-entry: — Heinr., Priv., Sierichstr. 162, ✉ 39: [1159, 1348, 1385, 1363]
- directory-entry: Klöppinger, Georg, Krim.-Assist., Wichernsweg 45, ✉ 26: [853, 1056, 1144, 1088]
- directory-entry: Kloesgen, H., Form., Schellingstr. 64, H.: [853, 1680, 1103, 1695]
- directory-entry: — Wwe., Erna, Lederhdlg., Bergstr. 5, ✉ Harb: [1159, 1295, 1445, 1310]
- directory-entry: Kloocke, Kurt, Autolackiererei, Wendenstrasse 200, ✉ 26, Wohn: Sorbenstr. 52: [1159, 1821, 1449, 1853]
- directory-entry: — W., Schrifts., Hammer Steindamm 106: [1159, 461, 1414, 476]
- klockner-kg-advert-line: Hamburg 11, Rödingsmarkt 73: [593, 563, 791, 579]
- directory-entry: Klöß, Hans, Einkass., Tannenzuschlag 6: [853, 1750, 1100, 1765]
- next-page-line: 58 23 02: [1513, 333, 1571, 348]
